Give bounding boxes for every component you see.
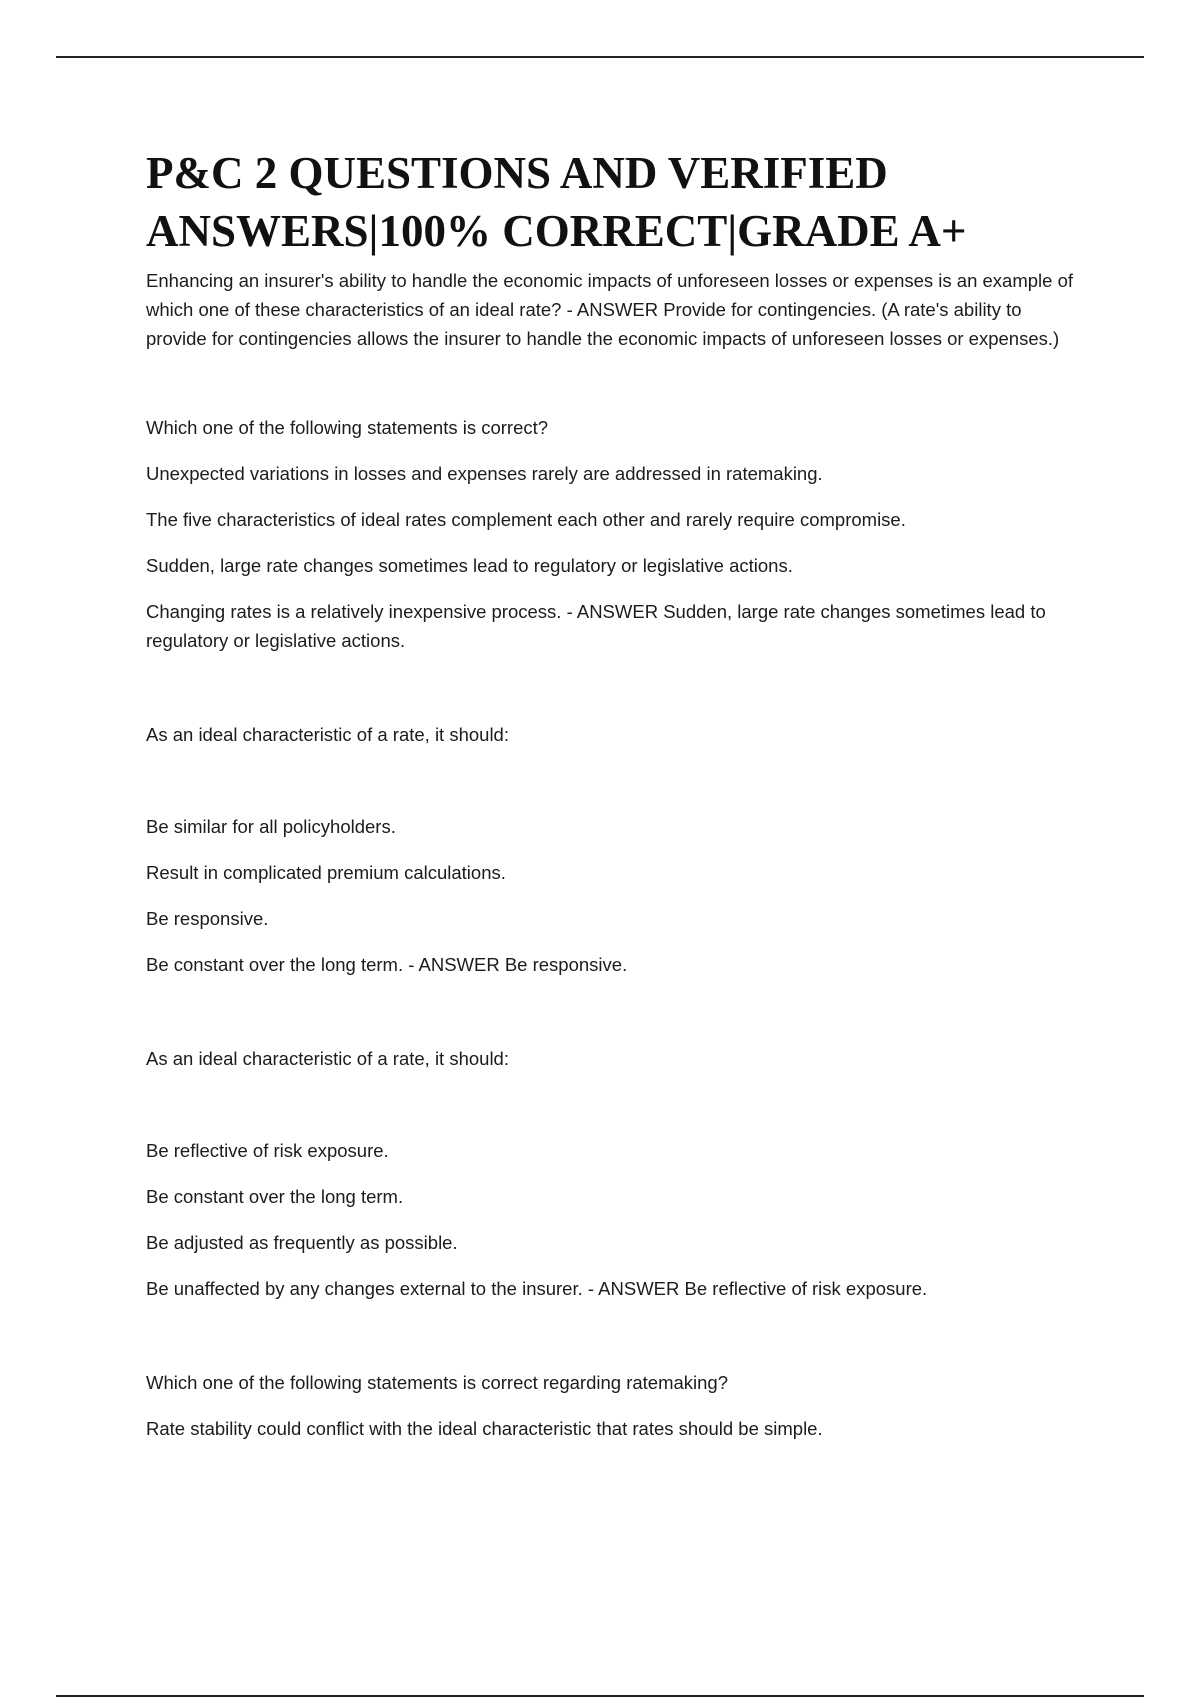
question-1-text: Enhancing an insurer's ability to handle the economic impacts of unforeseen losses or expenses is an example of which one of these characteristics of an ideal rate? - ANSWER Provide for contingencies. (A rate's ability to provide for contingencies allows the insurer to handle the economic impacts of unforeseen losses or expenses.) <box>146 270 1074 349</box>
bottom-rule <box>56 1695 1144 1697</box>
document-title: P&C 2 QUESTIONS AND VERIFIED ANSWERS|100% CORRECT|GRADE A+ <box>146 148 967 256</box>
question-3-option: Be similar for all policyholders. <box>146 816 396 837</box>
question-2 <box>146 413 1086 655</box>
question-2-option: Unexpected variations in losses and expenses rarely are addressed in ratemaking. <box>146 463 823 484</box>
question-4-stem: As an ideal characteristic of a rate, it should: <box>146 1048 509 1069</box>
question-5-option: Rate stability could conflict with the ideal characteristic that rates should be simple. <box>146 1418 823 1439</box>
question-2-option-answer: Changing rates is a relatively inexpensive process. - ANSWER Sudden, large rate changes sometimes lead to regulatory or legislative actions. <box>146 601 1046 651</box>
question-2-option: Sudden, large rate changes sometimes lead to regulatory or legislative actions. <box>146 555 793 576</box>
question-4-option: Be adjusted as frequently as possible. <box>146 1232 458 1253</box>
question-4 <box>146 1044 1086 1303</box>
question-5 <box>146 1368 1086 1443</box>
top-rule <box>56 56 1144 58</box>
question-3-option: Be responsive. <box>146 908 269 929</box>
question-3 <box>146 720 1086 979</box>
question-4-option: Be reflective of risk exposure. <box>146 1140 389 1161</box>
question-3-option-answer: Be constant over the long term. - ANSWER Be responsive. <box>146 954 628 975</box>
question-5-stem: Which one of the following statements is correct regarding ratemaking? <box>146 1372 729 1393</box>
question-3-stem: As an ideal characteristic of a rate, it should: <box>146 724 509 745</box>
question-2-option: The five characteristics of ideal rates complement each other and rarely require compromise. <box>146 509 906 530</box>
question-2-stem: Which one of the following statements is correct? <box>146 417 549 438</box>
question-4-option: Be constant over the long term. <box>146 1186 404 1207</box>
question-3-option: Result in complicated premium calculations. <box>146 862 506 883</box>
document-body <box>146 144 1086 1460</box>
question-4-option-answer: Be unaffected by any changes external to the insurer. - ANSWER Be reflective of risk exposure. <box>146 1278 928 1299</box>
